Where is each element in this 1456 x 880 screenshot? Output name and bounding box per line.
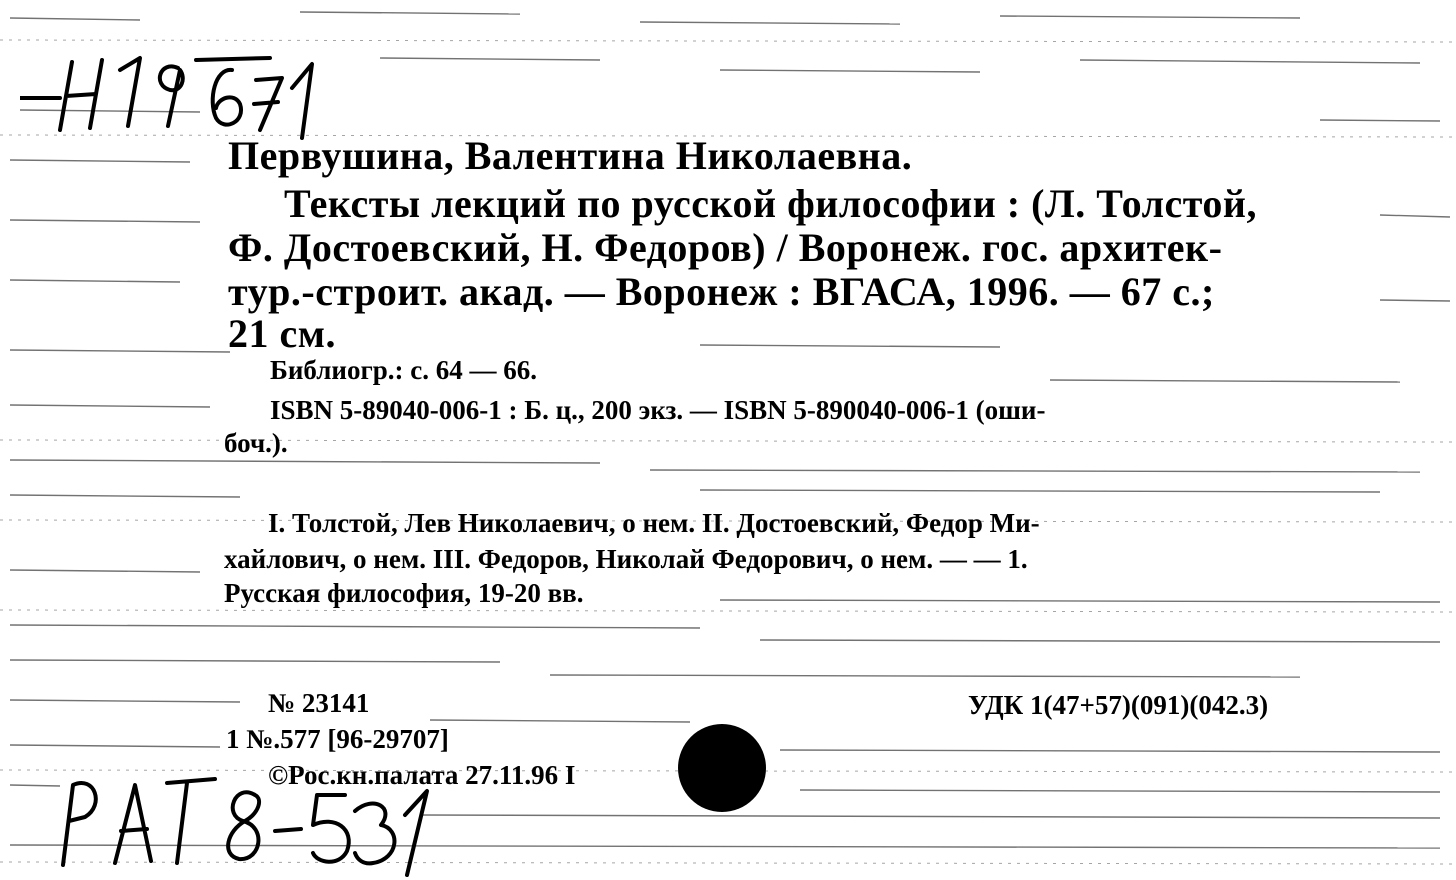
- isbn-line: боч.).: [224, 428, 288, 458]
- copyright-line: ©Рос.кн.палата 27.11.96 I: [268, 760, 576, 790]
- subject-line: I. Толстой, Лев Николаевич, о нем. II. Достоевский, Федор Ми-: [268, 508, 1040, 538]
- title-line: Ф. Достоевский, Н. Федоров) / Воронеж. гос. архитек-: [228, 225, 1223, 270]
- author-heading: Первушина, Валентина Николаевна.: [228, 133, 913, 178]
- subject-line: хайлович, о нем. III. Федоров, Николай Федорович, о нем. — — 1.: [224, 544, 1028, 574]
- isbn-line: ISBN 5-89040-006-1 : Б. ц., 200 экз. — ISBN 5-890040-006-1 (оши-: [270, 395, 1046, 425]
- title-line: тур.-строит. акад. — Воронеж : ВГАСА, 1996. — 67 с.;: [228, 269, 1215, 314]
- subject-line: Русская философия, 19-20 вв.: [224, 578, 584, 608]
- bibliography-note: Библиогр.: с. 64 — 66.: [270, 355, 537, 385]
- title-line: 21 см.: [228, 311, 336, 356]
- title-line: Тексты лекций по русской философии : (Л. Толстой,: [284, 181, 1257, 226]
- registration-number: 1 №.577 [96-29707]: [226, 724, 449, 754]
- punch-hole: [678, 724, 766, 812]
- udk-code: УДК 1(47+57)(091)(042.3): [968, 690, 1269, 720]
- card-number: № 23141: [268, 688, 370, 718]
